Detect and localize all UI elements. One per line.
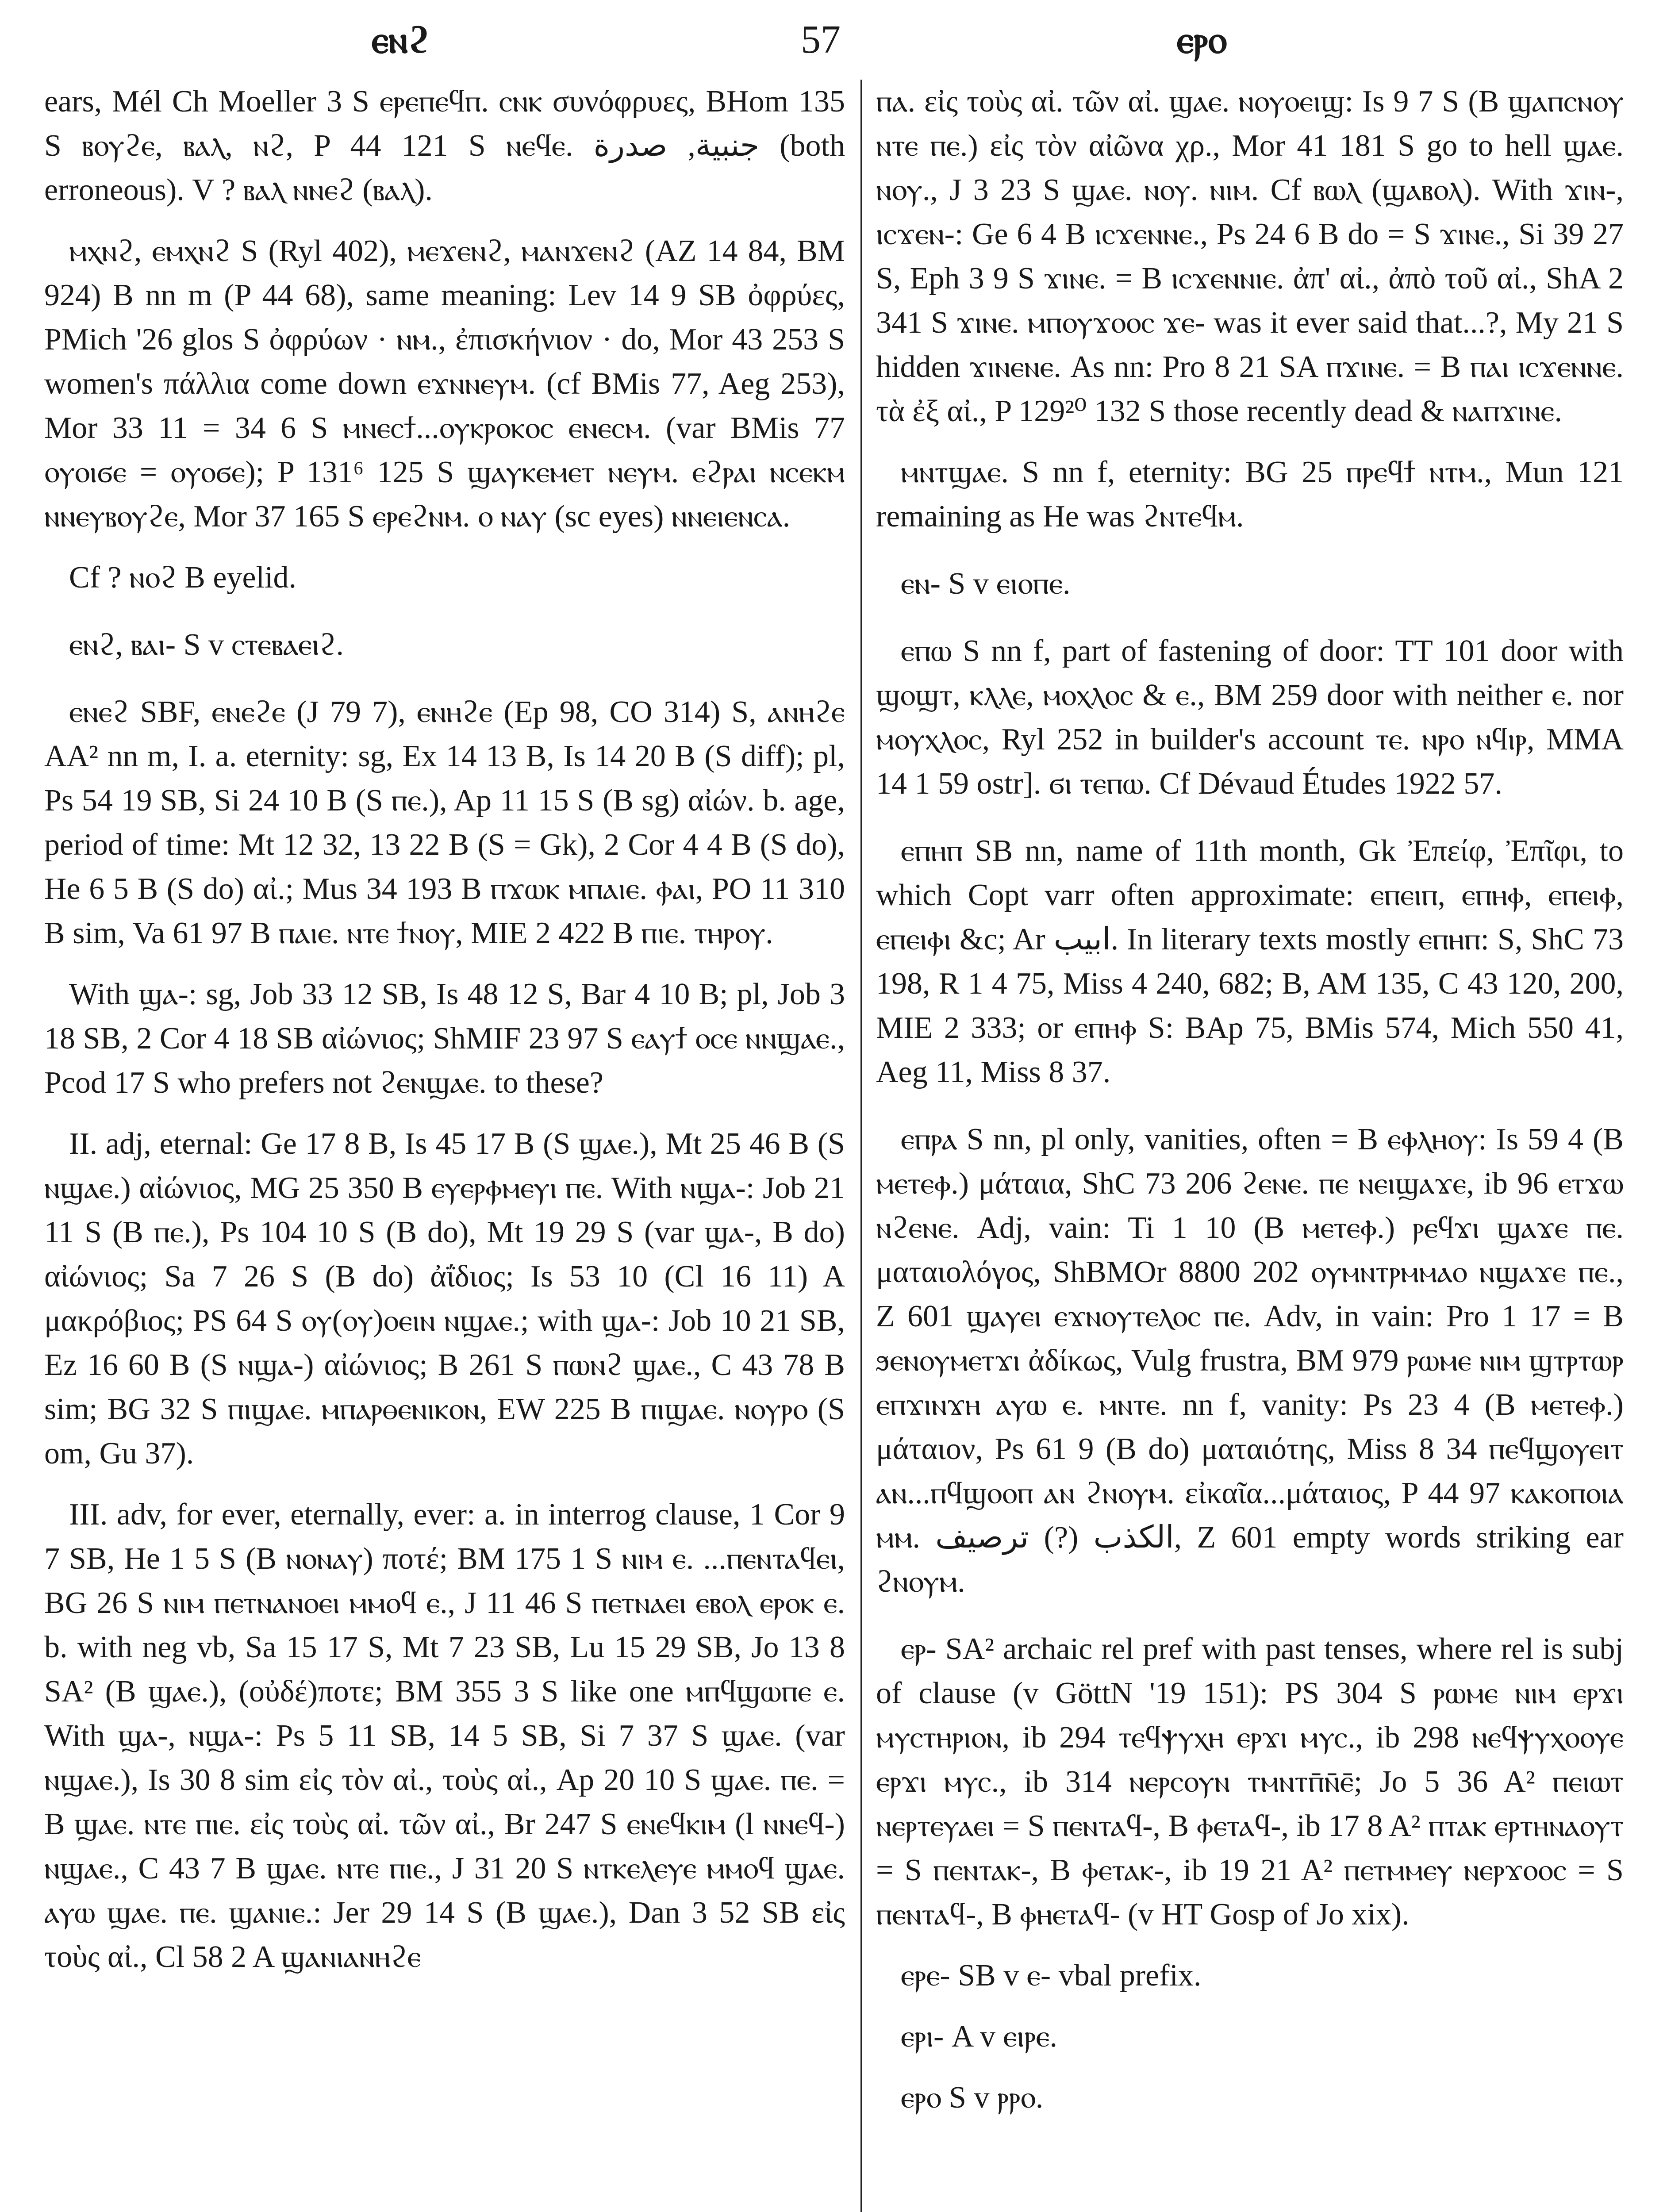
entry-epra: ⲉⲡⲣⲁ S nn, pl only, vanities, often = B ⲉⲫⲗⲏⲟⲩ: Is 59 4 (B ⲙⲉⲧⲉⲫ.) μάταια, ShC 73 206 ϩⲉⲛⲉ. ⲡⲉ ⲛⲉⲓϣⲁϫⲉ, ib 96 ⲉⲧϫⲱ ⲛϩⲉⲛⲉ. Adj, vain: Ti 1 10 (B ⲙⲉⲧⲉⲫ.) ⲣⲉϥϫⲓ ϣⲁϫⲉ ⲡⲉ. ματαιολόγος, ShBMOr 8800 202 ⲟⲩⲙⲛⲧⲣⲙⲙⲁⲟ ⲛϣⲁϫⲉ ⲡⲉ., Z 601 ϣⲁⲩⲉⲓ ⲉϫⲛⲟⲩⲧⲉⲗⲟⲥ ⲡⲉ. Adv, in vain: Pro 1 17 = B ϧⲉⲛⲟⲩⲙⲉⲧϫⲓ ἀδίκως, Vulg frustra, BM 979 ⲣⲱⲙⲉ ⲛⲓⲙ ϣⲧⲣⲧⲱⲣ ⲉⲡϫⲓⲛϫⲏ ⲁⲩⲱ ⲉ. ⲙⲛⲧⲉ. nn f, vanity: Ps 23 4 (B ⲙⲉⲧⲉⲫ.) μάταιον, Ps 61 9 (B do) ματαιότης, Miss 8 34 ⲡⲉϥϣⲟⲩⲉⲓⲧ ⲁⲛ...ⲡϥϣⲟⲟⲡ ⲁⲛ ϩⲛⲟⲩⲙ. εἰκαῖα...μάταιος, P 44 97 ⲕⲁⲕⲟⲡⲟⲓⲁ ⲙⲙ. الكذب (?) ترصيف, Z 601 empty words striking ear ϩⲛⲟⲩⲙ. (876, 1122, 1624, 1599)
entry-mkhnh: ⲙⲭⲛϩ, ⲉⲙⲭⲛϩ S (Ryl 402), ⲙⲉϫⲉⲛϩ, ⲙⲁⲛϫⲉⲛϩ (AZ 14 84, BM 924) B nn m (P 44 68), same meaning: Lev 14 9 SB ὀφρύες, PMich '26 glos S ὀφρύων · ⲛⲙ., ἐπισκήνιον · do, Mor 43 253 S women's πάλλια come down ⲉϫⲛⲛⲉⲩⲙ. (cf BMis 77, Aeg 253), Mor 33 11 = 34 6 S ⲙⲛⲉⲥϯ...ⲟⲩⲕⲣⲟⲕⲟⲥ ⲉⲛⲉⲥⲙ. (var BMis 77 ⲟⲩⲟⲓϭⲉ = ⲟⲩⲟϭⲉ); P 131⁶ 125 S ϣⲁⲩⲕⲉⲙⲉⲧ ⲛⲉⲩⲙ. ⲉϩⲣⲁⲓ ⲛⲥⲉⲕⲙ ⲛⲛⲉⲩⲃⲟⲩϩⲉ, Mor 37 165 S ⲉⲣⲉϩⲛⲙ. ⲟ ⲛⲁⲩ (sc eyes) ⲛⲛⲉⲓⲉⲛⲥⲁ. (44, 234, 845, 534)
left-column (44, 80, 845, 2212)
entry-eri: ⲉⲣⲓ- A v ⲉⲓⲣⲉ. (901, 2020, 1058, 2054)
column-divider (860, 80, 862, 2212)
entry-eneh-with-sha: With ϣⲁ-: sg, Job 33 12 SB, Is 48 12 S, Bar 4 10 B; pl, Job 3 18 SB, 2 Cor 4 18 SB αἰώνιος; ShMIF 23 97 S ⲉⲁⲩϯ ⲟⲥⲉ ⲛⲛϣⲁⲉ., Pcod 17 S who prefers not ϩⲉⲛϣⲁⲉ. to these? (44, 977, 845, 1100)
entry-er: ⲉⲣ- SA² archaic rel pref with past tenses, where rel is subj of clause (v GöttN '19 151): PS 304 S ⲣⲱⲙⲉ ⲛⲓⲙ ⲉⲣϫⲓ ⲙⲩⲥⲧⲏⲣⲓⲟⲛ, ib 294 ⲧⲉϥⲯⲩⲭⲏ ⲉⲣϫⲓ ⲙⲩⲥ., ib 298 ⲛⲉϥⲯⲩⲭⲟⲟⲩⲉ ⲉⲣϫⲓ ⲙⲩⲥ., ib 314 ⲛⲉⲣⲥⲟⲩⲛ ⲧⲙⲛⲧⲡ̄ⲛ̄ⲉ̄; Jo 5 36 A² ⲡⲉⲓⲱⲧ ⲛⲉⲣⲧⲉⲩⲁⲉⲓ = S ⲡⲉⲛⲧⲁϥ-, B ⲫⲉⲧⲁϥ-, ib 17 8 A² ⲡⲧⲁⲕ ⲉⲣⲧⲏⲛⲁⲟⲩⲧ = S ⲡⲉⲛⲧⲁⲕ-, B ⲫⲉⲧⲁⲕ-, ib 19 21 A² ⲡⲉⲧⲙⲙⲉⲩ ⲛⲉⲣϫⲟⲟⲥ = S ⲡⲉⲛⲧⲁϥ-, B ⲫⲏⲉⲧⲁϥ- (v HT Gosp of Jo xix). (876, 1632, 1624, 1932)
page-number: 57 (801, 18, 841, 61)
entry-enh-bai: ⲉⲛϩ, ⲃⲁⲓ- S v ⲥⲧⲉⲃⲁⲉⲓϩ. (69, 628, 344, 662)
entry-en: ⲉⲛ- S v ⲉⲓⲟⲡⲉ. (901, 567, 1071, 601)
entry-eneh-adj: II. adj, eternal: Ge 17 8 B, Is 45 17 B (S ϣⲁⲉ.), Mt 25 46 B (S ⲛϣⲁⲉ.) αἰώνιος, MG 25 350 B ⲉⲩⲉⲣⲫⲙⲉⲩⲓ ⲡⲉ. With ⲛϣⲁ-: Job 21 11 S (B ⲡⲉ.), Ps 104 10 S (B do), Mt 19 29 S (var ϣⲁ-, B do) αἰώνιος; Sa 7 26 S (B do) ἀΐδιος; Is 53 10 (Cl 16 11) A μακρόβιος; PS 64 S ⲟⲩ(ⲟⲩ)ⲟⲉⲓⲛ ⲛϣⲁⲉ.; with ϣⲁ-: Job 10 21 SB, Ez 16 60 B (S ⲛϣⲁ-) αἰώνιος; B 261 S ⲡⲱⲛϩ ϣⲁⲉ., C 43 78 B sim; BG 32 S ⲡⲓϣⲁⲉ. ⲙⲡⲁⲣⲑⲉⲛⲓⲕⲟⲛ, EW 225 B ⲡⲓϣⲁⲉ. ⲛⲟⲩⲣⲟ (S om, Gu 37). (44, 1127, 845, 1471)
left-headword: ⲉⲛϩ (372, 19, 430, 61)
entry-continuation-ears: ears, Mél Ch Moeller 3 S ⲉⲣⲉⲡⲉϥⲡ. ⲥⲛⲕ συνόφρυες, BHom 135 S ⲃⲟⲩϩⲉ, ⲃⲁⲗ, ⲛϩ, P 44 121 S ⲛⲉϥⲉ. جنبية, صدرة (both erroneous). V ? ⲃⲁⲗ ⲛⲛⲉϩ (ⲃⲁⲗ). (44, 84, 845, 207)
entry-eneh-adv: III. adv, for ever, eternally, ever: a. in interrog clause, 1 Cor 9 7 SB, He 1 5 S (B ⲛⲟⲛⲁⲩ) ποτέ; BM 175 1 S ⲛⲓⲙ ⲉ. ...ⲡⲉⲛⲧⲁϥⲉⲓ, BG 26 S ⲛⲓⲙ ⲡⲉⲧⲛⲁⲛⲟⲉⲓ ⲙⲙⲟϥ ⲉ., J 11 46 S ⲡⲉⲧⲛⲁⲉⲓ ⲉⲃⲟⲗ ⲉⲣⲟⲕ ⲉ. b. with neg vb, Sa 15 17 S, Mt 7 23 SB, Lu 15 29 SB, Jo 13 8 SA² (B ϣⲁⲉ.), (οὐδέ)ποτε; BM 355 3 S like one ⲙⲡϥϣⲱⲡⲉ ⲉ. With ϣⲁ-, ⲛϣⲁ-: Ps 5 11 SB, 14 5 SB, Si 7 37 S ϣⲁⲉ. (var ⲛϣⲁⲉ.), Is 30 8 sim εἰς τὸν αἰ., τοὺς αἰ., Ap 20 10 S ϣⲁⲉ. ⲡⲉ. = B ϣⲁⲉ. ⲛⲧⲉ ⲡⲓⲉ. εἰς τοὺς αἰ. τῶν αἰ., Br 247 S ⲉⲛⲉϥⲕⲓⲙ (l ⲛⲛⲉϥ-) ⲛϣⲁⲉ., C 43 7 B ϣⲁⲉ. ⲛⲧⲉ ⲡⲓⲉ., J 31 20 S ⲛⲧⲕⲉⲗⲉⲩⲉ ⲙⲙⲟϥ ϣⲁⲉ. ⲁⲩⲱ ϣⲁⲉ. ⲡⲉ. ϣⲁⲛⲓⲉ.: Jer 29 14 S (B ϣⲁⲉ.), Dan 3 52 SB εἰς τοὺς αἰ., Cl 58 2 A ϣⲁⲛⲓⲁⲛⲏϩⲉ (44, 1498, 845, 1974)
right-headword: ⲉⲣⲟ (1177, 19, 1227, 61)
right-column (876, 80, 1624, 2212)
entry-continuation-eneh: ⲡⲁ. εἰς τοὺς αἰ. τῶν αἰ. ϣⲁⲉ. ⲛⲟⲩⲟⲉⲓϣ: Is 9 7 S (B ϣⲁⲡⲥⲛⲟⲩ ⲛⲧⲉ ⲡⲉ.) εἰς τὸν αἰῶνα χρ., Mor 41 181 S go to hell ϣⲁⲉ. ⲛⲟⲩ., J 3 23 S ϣⲁⲉ. ⲛⲟⲩ. ⲛⲓⲙ. Cf ⲃⲱⲗ (ϣⲁⲃⲟⲗ). With ϫⲓⲛ-, ⲓⲥϫⲉⲛ-: Ge 6 4 B ⲓⲥϫⲉⲛⲛⲉ., Ps 24 6 B do = S ϫⲓⲛⲉ., Si 39 27 S, Eph 3 9 S ϫⲓⲛⲉ. = B ⲓⲥϫⲉⲛⲛⲓⲉ. ἀπ' αἰ., ἀπὸ τοῦ αἰ., ShA 2 341 S ϫⲓⲛⲉ. ⲙⲡⲟⲩϫⲟⲟⲥ ϫⲉ- was it ever said that...?, My 21 S hidden ϫⲓⲛⲉⲛⲉ. As nn: Pro 8 21 SA ⲡϫⲓⲛⲉ. = B ⲡⲁⲓ ⲓⲥϫⲉⲛⲛⲉ. τὰ ἐξ αἰ., P 129²⁰ 132 S those recently dead & ⲛⲁⲡϫⲓⲛⲉ. (876, 84, 1624, 428)
entry-mntshae: ⲙⲛⲧϣⲁⲉ. S nn f, eternity: BG 25 ⲡⲣⲉϥϯ ⲛⲧⲙ., Mun 121 remaining as He was ϩⲛⲧⲉϥⲙ. (876, 455, 1624, 534)
cross-reference: Cf ? ⲛⲟϩ B eyelid. (69, 561, 296, 595)
entry-epep: ⲉⲡⲏⲡ SB nn, name of 11th month, Gk Ἐπείφ, Ἐπῖφι, to which Copt varr often approximate: ⲉⲡⲉⲓⲡ, ⲉⲡⲏⲫ, ⲉⲡⲉⲓⲫ, ⲉⲡⲉⲓⲫⲓ &c; Ar ابيب. In literary texts mostly ⲉⲡⲏⲡ: S, ShC 73 198, R 1 4 75, Miss 4 240, 682; B, AM 135, C 43 120, 200, MIE 2 333; or ⲉⲡⲏⲫ S: BAp 75, BMis 574, Mich 550 41, Aeg 11, Miss 8 37. (876, 834, 1624, 1089)
entry-ero: ⲉⲣⲟ S v ⲣⲣⲟ. (901, 2081, 1044, 2115)
entry-eneh: ⲉⲛⲉϩ SBF, ⲉⲛⲉϩⲉ (J 79 7), ⲉⲛⲏϩⲉ (Ep 98, CO 314) S, ⲁⲛⲏϩⲉ AA² nn m, I. a. eternity: sg, Ex 14 13 B, Is 14 20 B (S diff); pl, Ps 54 19 SB, Si 24 10 B (S ⲡⲉ.), Ap 11 15 S (B sg) αἰών. b. age, period of time: Mt 12 32, 13 22 B (S = Gk), 2 Cor 4 4 B (S do), He 6 5 B (S do) αἰ.; Mus 34 193 B ⲡϫⲱⲕ ⲙⲡⲁⲓⲉ. ⲫⲁⲓ, PO 11 310 B sim, Va 61 97 B ⲡⲁⲓⲉ. ⲛⲧⲉ ϯⲛⲟⲩ, MIE 2 422 B ⲡⲓⲉ. ⲧⲏⲣⲟⲩ. (44, 695, 845, 950)
running-header (0, 13, 1667, 66)
entry-ere: ⲉⲣⲉ- SB v ⲉ- vbal prefix. (901, 1959, 1202, 1993)
entry-epo: ⲉⲡⲱ S nn f, part of fastening of door: TT 101 door with ϣⲟϣⲧ, ⲕⲗⲗⲉ, ⲙⲟⲭⲗⲟⲥ & ⲉ., BM 259 door with neither ⲉ. nor ⲙⲟⲩⲭⲗⲟⲥ, Ryl 252 in builder's account ⲧⲉ. ⲛⲣⲟ ⲛϥⲓⲣ, MMA 14 1 59 ostr]. ϭⲓ ⲧⲉⲡⲱ. Cf Dévaud Études 1922 57. (876, 634, 1624, 801)
